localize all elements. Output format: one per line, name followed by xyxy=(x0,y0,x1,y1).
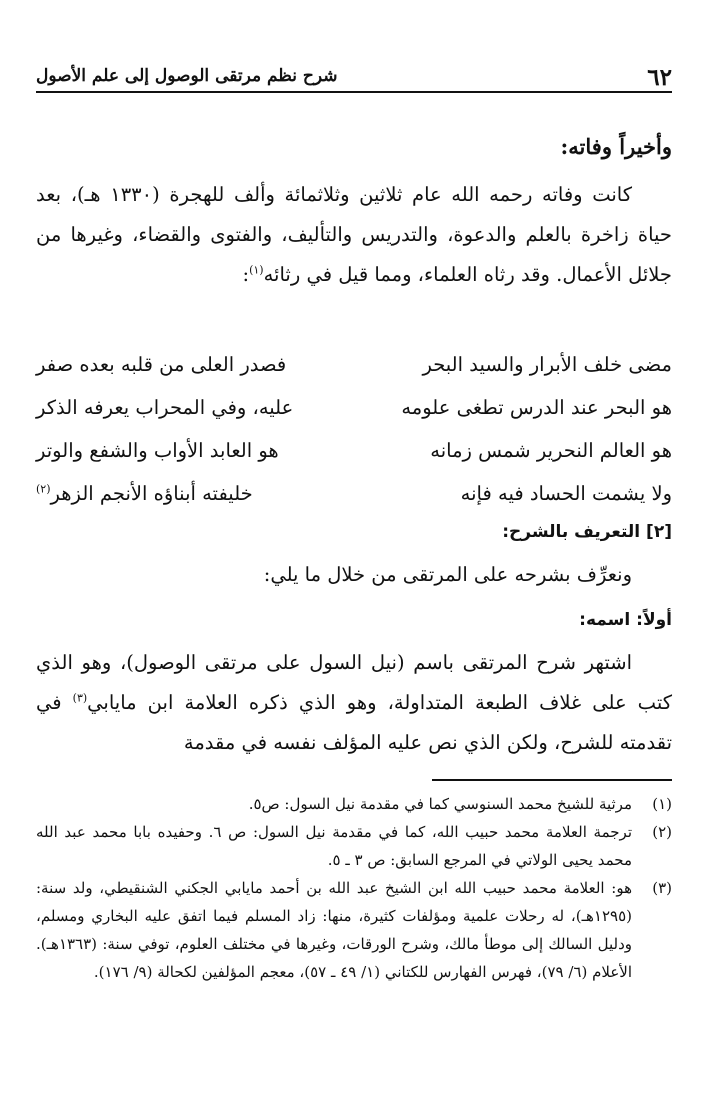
verse-first-hemistich: هو العالم النحرير شمس زمانه xyxy=(430,439,672,462)
footnote-ref-2: (٢) xyxy=(36,482,51,496)
elegy-poem xyxy=(36,343,672,515)
page-header xyxy=(36,58,672,94)
poem-verse xyxy=(36,386,672,429)
paragraph-name xyxy=(36,643,672,763)
footnote-text: ترجمة العلامة محمد حبيب الله، كما في مقدمة نيل السول: ص ٦. وحفيده بابا محمد عبد الله محمد يحيى الولاتي في المرجع السابق: ص ٣ ـ ٥. xyxy=(36,823,632,869)
verse-second-hemistich xyxy=(36,386,326,429)
footnote-text: مرثية للشيخ محمد السنوسي كما في مقدمة نيل السول: ص٥. xyxy=(248,795,632,813)
footnote-number: (٢) xyxy=(652,823,672,841)
paragraph-name-text: اشتهر شرح المرتقى باسم (نيل السول على مرتقى الوصول)، وهو الذي كتب على غلاف الطبعة المتداولة، وهو الذي ذكره العلامة ابن مايابي xyxy=(36,651,672,714)
verse-second-hemistich xyxy=(36,429,326,472)
heading-commentary: [٢] التعريف بالشرح: xyxy=(502,522,672,542)
footnote xyxy=(36,790,672,818)
footnotes xyxy=(36,790,672,986)
poem-verse xyxy=(36,429,672,472)
verse-first-hemistich: هو البحر عند الدرس تطغى علومه xyxy=(401,396,672,419)
heading-name: أولاً: اسمه: xyxy=(579,610,672,630)
verse-second-text: فصدر العلى من قلبه بعده صفر xyxy=(36,353,287,376)
header-rule xyxy=(36,91,672,93)
footnote-text: هو: العلامة محمد حبيب الله ابن الشيخ عبد الله بن أحمد مايابي الجكني الشنقيطي، ولد سنة: (١٢٩٥هـ)، له رحلات علمية ومؤلفات كثيرة، منها: زاد المسلم فيما اتفق عليه البخاري ومسلم، ودليل السالك إلى موطأ مالك، وشرح الورقات، وغيرها في مختلف العلوم، توفي سنة: (١٣٦٣هـ). الأعلام (٦/ ٧٩)، فهرس الفهارس للكتاني (١/ ٤٩ ـ ٥٧)، معجم المؤلفين لكحالة (٩/ ١٧٦). xyxy=(36,879,632,981)
footnote-ref-1: (١) xyxy=(249,263,264,277)
paragraph-death-text: كانت وفاته رحمه الله عام ثلاثين وثلاثمائة وألف للهجرة (١٣٣٠ هـ)، بعد حياة زاخرة بالعلم والدعوة، والتدريس والتأليف، والفتوى والقضاء، وغيرها من جلائل الأعمال. وقد رثاه العلماء، ومما قيل في رثائه xyxy=(36,183,672,286)
footnote-ref-3: (٣) xyxy=(72,691,88,705)
paragraph-death xyxy=(36,175,672,295)
verse-first-hemistich: ولا يشمت الحساد فيه فإنه xyxy=(460,482,672,505)
footnote-number: (١) xyxy=(652,795,672,813)
heading-death: وأخيراً وفاته: xyxy=(560,134,672,159)
verse-first-hemistich: مضى خلف الأبرار والسيد البحر xyxy=(422,353,672,376)
footnote-number: (٣) xyxy=(652,879,672,897)
commentary-intro-text: ونعرِّف بشرحه على المرتقى من خلال ما يلي: xyxy=(263,563,632,586)
verse-second-text: خليفته أبناؤه الأنجم الزهر xyxy=(50,482,253,505)
paragraph-commentary-intro xyxy=(36,555,672,595)
running-title: شرح نظم مرتقى الوصول إلى علم الأصول xyxy=(36,66,338,86)
verse-second-hemistich xyxy=(36,472,326,515)
verse-second-text: هو العابد الأواب والشفع والوتر xyxy=(36,439,279,462)
paragraph-name-text-cont: في تقدمته للشرح، ولكن الذي نص عليه المؤلف نفسه في مقدمة xyxy=(36,691,672,754)
footnote xyxy=(36,818,672,874)
poem-verse xyxy=(36,472,672,515)
poem-verse xyxy=(36,343,672,386)
footnote xyxy=(36,874,672,986)
page-number: ٦٢ xyxy=(647,64,672,91)
paragraph-death-end: : xyxy=(242,263,250,286)
verse-second-text: عليه، وفي المحراب يعرفه الذكر xyxy=(36,396,294,419)
verse-second-hemistich xyxy=(36,343,326,386)
footnote-rule xyxy=(432,779,672,781)
